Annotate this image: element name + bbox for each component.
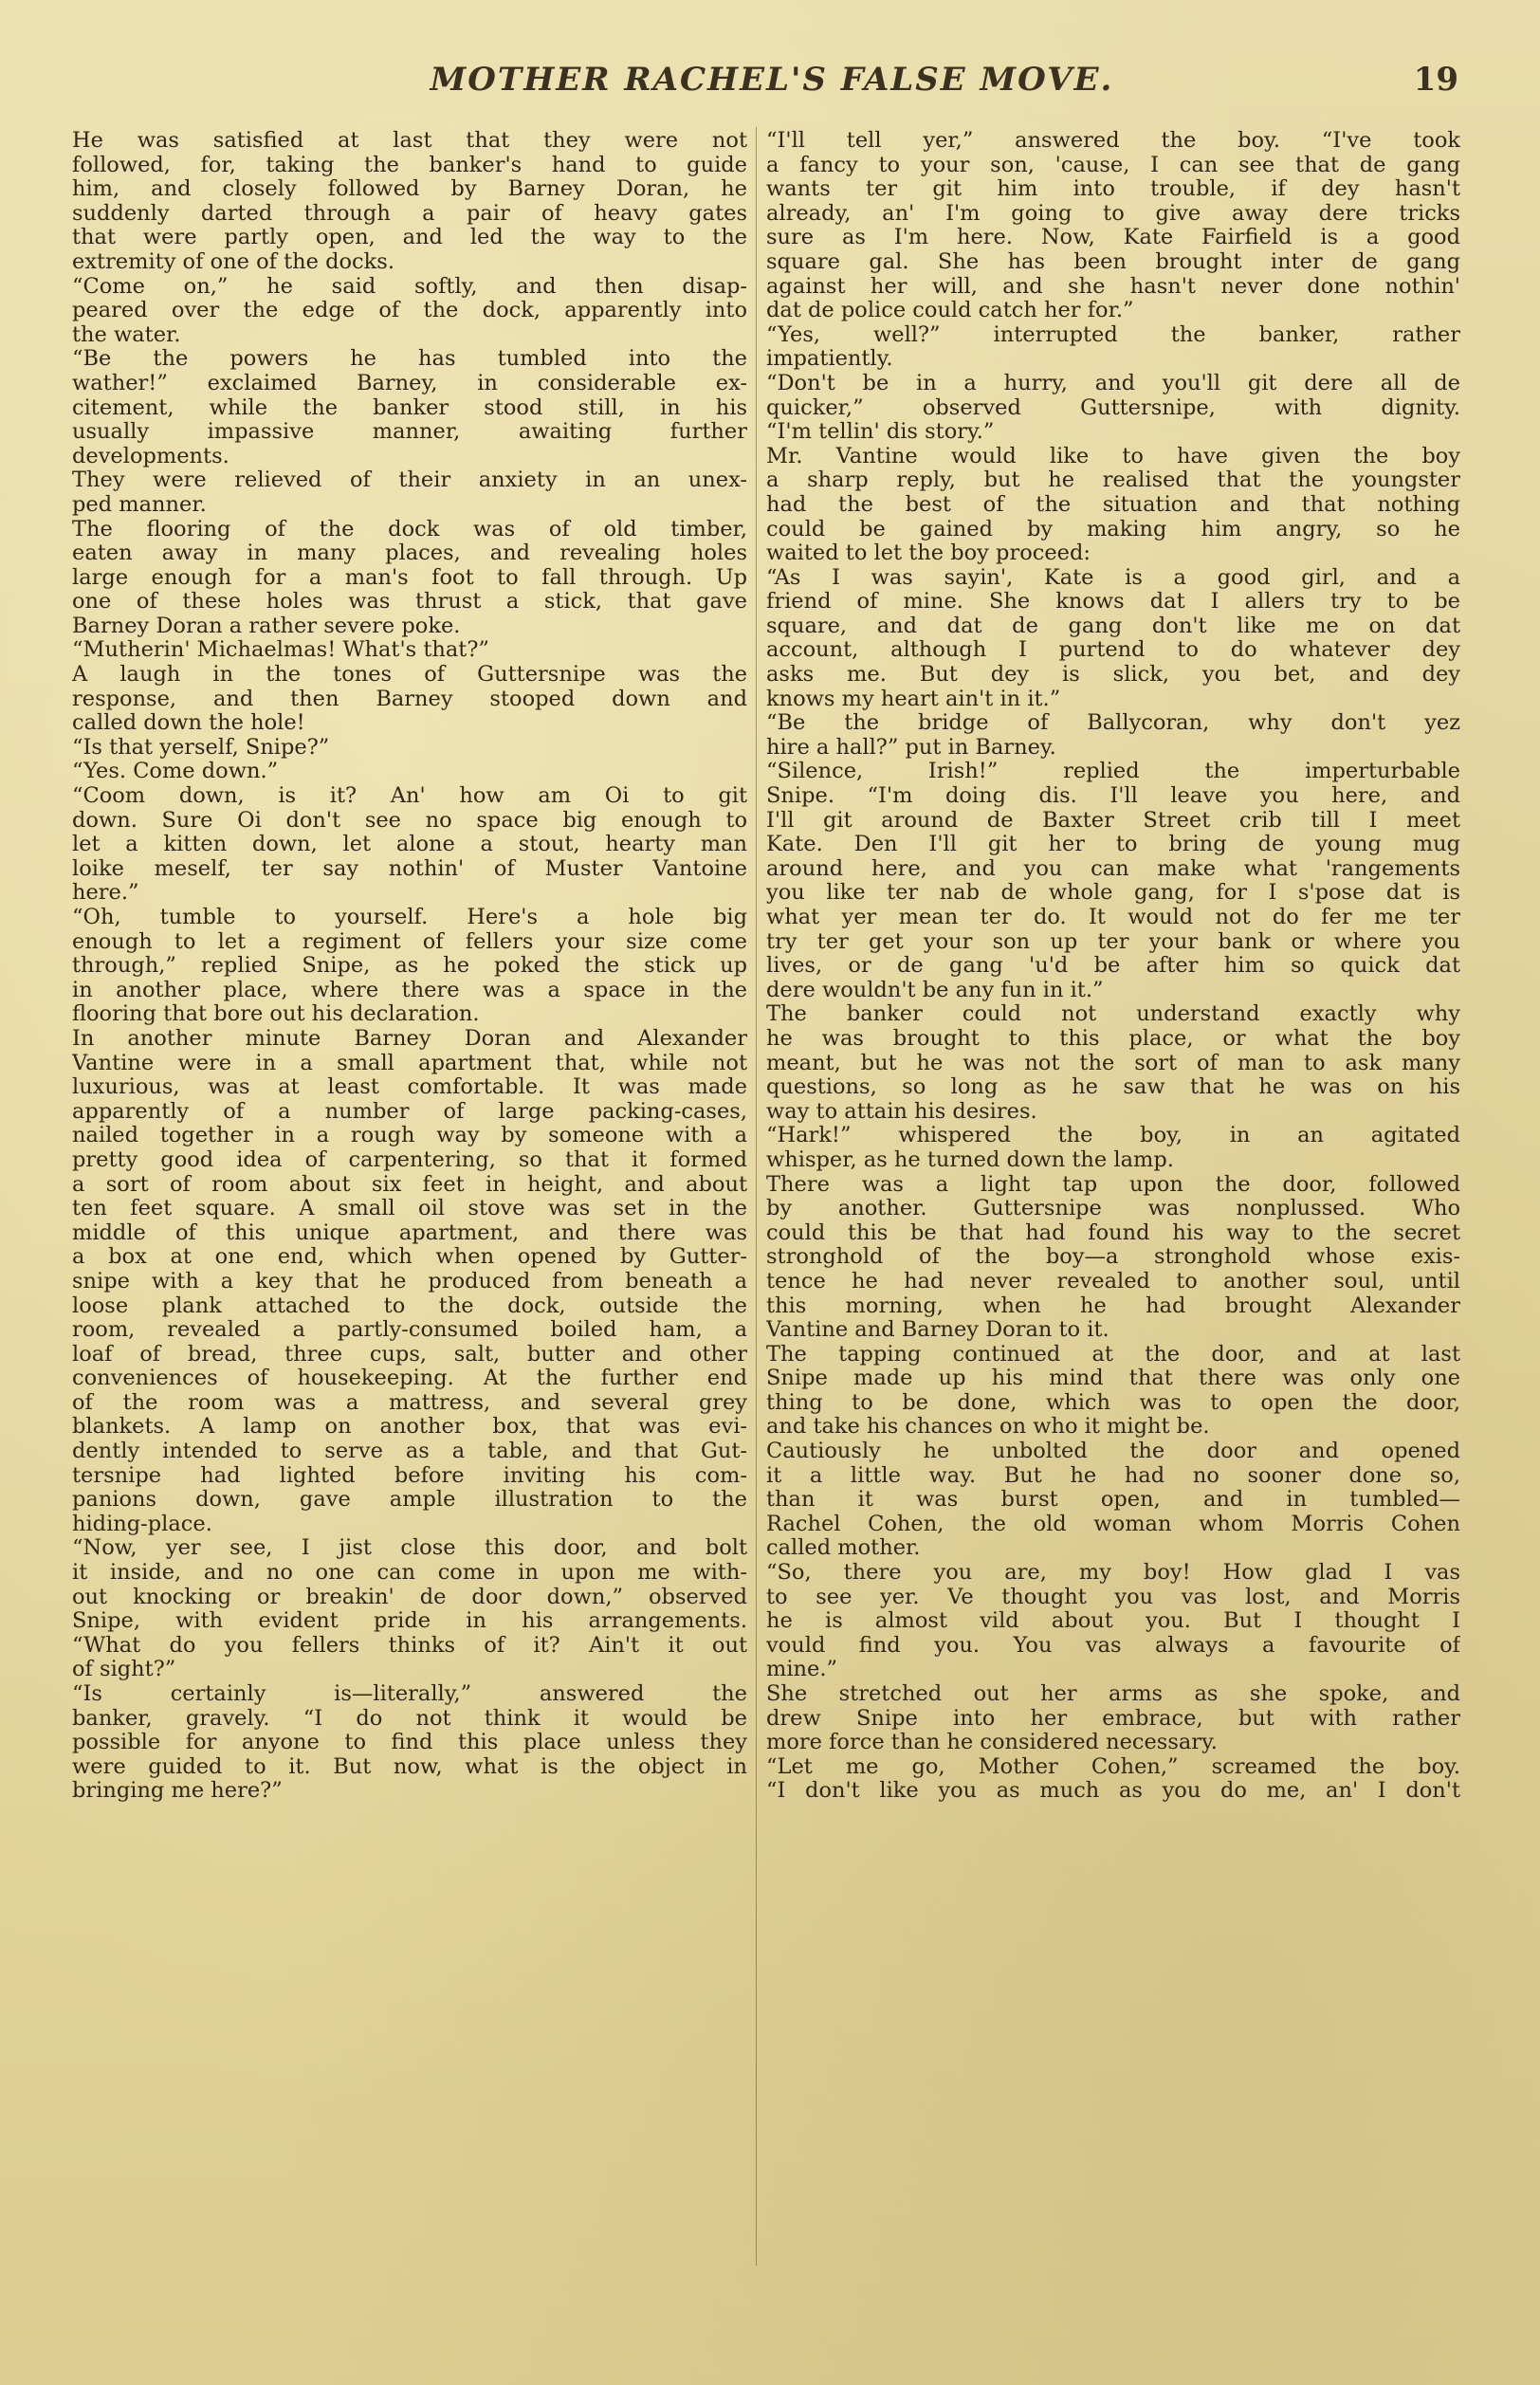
text-line: There was a light tap upon the door, followed <box>766 1172 1460 1197</box>
running-title: MOTHER RACHEL'S FALSE MOVE. <box>430 61 1114 99</box>
text-line: The banker could not understand exactly why <box>766 1002 1460 1027</box>
text-line: loose plank attached to the dock, outside the <box>72 1293 747 1318</box>
text-line: out knocking or breakin' de door down,” observed <box>72 1585 747 1609</box>
text-line: response, and then Barney stooped down and <box>72 687 747 711</box>
text-line: friend of mine. She knows dat I allers try to be <box>766 590 1460 615</box>
text-line: Cautiously he unbolted the door and opened <box>766 1440 1460 1464</box>
text-line: dently intended to serve as a table, and that Gut- <box>72 1440 747 1464</box>
text-line: of the room was a mattress, and several grey <box>72 1390 747 1415</box>
text-line: and take his chances on who it might be. <box>766 1415 1210 1440</box>
text-line: “I don't like you as much as you do me, an' I don't <box>766 1779 1460 1804</box>
text-line: hire a hall?” put in Barney. <box>766 735 1056 760</box>
text-line: it a little way. But he had no sooner done so, <box>766 1463 1460 1488</box>
text-line: suddenly darted through a pair of heavy gates <box>72 201 747 226</box>
text-line: whisper, as he turned down the lamp. <box>766 1147 1174 1172</box>
text-line: down. Sure Oi don't see no space big enough to <box>72 808 747 833</box>
text-line: ten feet square. A small oil stove was set in the <box>72 1197 747 1221</box>
text-line: waited to let the boy proceed: <box>766 541 1091 566</box>
text-line: eaten away in many places, and revealing holes <box>72 541 747 566</box>
text-line: “Is certainly is—literally,” answered the <box>72 1682 747 1706</box>
text-line: conveniences of housekeeping. At the further end <box>72 1367 747 1391</box>
text-line: more force than he considered necessary. <box>766 1731 1218 1755</box>
page-header <box>85 61 1458 110</box>
text-line: thing to be done, which was to open the door, <box>766 1390 1460 1415</box>
text-line: already, an' I'm going to give away dere tricks <box>766 201 1460 226</box>
text-line: “Be the bridge of Ballycoran, why don't yez <box>766 711 1460 736</box>
text-line: way to attain his desires. <box>766 1099 1037 1124</box>
text-line: meant, but he was not the sort of man to ask many <box>766 1051 1460 1075</box>
text-line: “Yes. Come down.” <box>72 760 279 784</box>
text-line: tersnipe had lighted before inviting his com- <box>72 1463 747 1488</box>
text-line: Vantine were in a small apartment that, while not <box>72 1051 747 1075</box>
text-line: called down the hole! <box>72 711 305 736</box>
text-line: “Come on,” he said softly, and then disap- <box>72 274 747 299</box>
text-line: tence he had never revealed to another soul, until <box>766 1269 1460 1293</box>
text-line: drew Snipe into her embrace, but with rather <box>766 1706 1460 1731</box>
text-line: panions down, gave ample illustration to the <box>72 1488 747 1513</box>
text-line: had the best of the situation and that nothing <box>766 492 1460 517</box>
text-line: a sharp reply, but he realised that the youngster <box>766 468 1460 493</box>
text-line: ped manner. <box>72 492 207 517</box>
text-line: banker, gravely. “I do not think it would be <box>72 1706 747 1731</box>
text-line: large enough for a man's foot to fall through. Up <box>72 565 747 590</box>
text-line: Barney Doran a rather severe poke. <box>72 614 461 638</box>
text-line: this morning, when he had brought Alexander <box>766 1293 1460 1318</box>
text-line: square, and dat de gang don't like me on dat <box>766 614 1460 638</box>
text-line: loike meself, ter say nothin' of Muster Vantoine <box>72 856 747 881</box>
text-line: account, although I purtend to do whatever dey <box>766 638 1460 663</box>
text-line: let a kitten down, let alone a stout, hearty man <box>72 833 747 857</box>
text-line: middle of this unique apartment, and there was <box>72 1220 747 1245</box>
text-line: They were relieved of their anxiety in an unex- <box>72 468 747 493</box>
text-line: nailed together in a rough way by someone with a <box>72 1124 747 1148</box>
text-line: “Let me go, Mother Cohen,” screamed the boy. <box>766 1754 1460 1779</box>
text-line: “Now, yer see, I jist close this door, and bolt <box>72 1536 747 1561</box>
text-line: that were partly open, and led the way to the <box>72 226 747 250</box>
text-line: bringing me here?” <box>72 1779 283 1804</box>
text-line: sure as I'm here. Now, Kate Fairfield is a good <box>766 226 1460 250</box>
text-line: snipe with a key that he produced from beneath a <box>72 1269 747 1293</box>
text-line: knows my heart ain't in it.” <box>766 687 1061 711</box>
text-line: “Oh, tumble to yourself. Here's a hole big <box>72 906 747 929</box>
text-line: loaf of bread, three cups, salt, butter and other <box>72 1342 747 1367</box>
left-column <box>72 129 747 2263</box>
text-line: dat de police could catch her for.” <box>766 299 1134 323</box>
text-line: “Don't be in a hurry, and you'll git dere all de <box>766 371 1460 395</box>
text-line: what yer mean ter do. It would not do fer me ter <box>766 906 1460 929</box>
text-line: “Coom down, is it? An' how am Oi to git <box>72 784 747 809</box>
text-line: A laugh in the tones of Guttersnipe was the <box>72 663 747 688</box>
text-line: stronghold of the boy—a stronghold whose exis- <box>766 1245 1460 1270</box>
text-line: The flooring of the dock was of old timber, <box>72 517 747 541</box>
text-line: Snipe. “I'm doing dis. I'll leave you here, and <box>766 784 1460 809</box>
text-line: “Mutherin' Michaelmas! What's that?” <box>72 638 489 663</box>
text-line: through,” replied Snipe, as he poked the stick up <box>72 954 747 979</box>
text-line: In another minute Barney Doran and Alexander <box>72 1026 747 1051</box>
text-line: “What do you fellers thinks of it? Ain't it out <box>72 1633 747 1658</box>
text-line: extremity of one of the docks. <box>72 249 394 274</box>
text-line: “So, there you are, my boy! How glad I vas <box>766 1561 1460 1586</box>
text-line: against her will, and she hasn't never done nothin' <box>766 274 1460 299</box>
text-line: he is almost vild about you. But I thought I <box>766 1609 1460 1634</box>
text-line: a fancy to your son, 'cause, I can see that de gang <box>766 153 1460 177</box>
text-line: square gal. She has been brought inter de gang <box>766 249 1460 274</box>
text-line: wather!” exclaimed Barney, in considerable ex- <box>72 371 747 395</box>
text-line: The tapping continued at the door, and at last <box>766 1342 1460 1367</box>
text-line: by another. Guttersnipe was nonplussed. Who <box>766 1197 1460 1221</box>
text-line: room, revealed a partly-consumed boiled ham, a <box>72 1318 747 1343</box>
text-line: He was satisfied at last that they were not <box>72 129 747 153</box>
text-line: luxurious, was at least comfortable. It was made <box>72 1075 747 1100</box>
text-line: questions, so long as he saw that he was on his <box>766 1075 1460 1100</box>
text-line: of sight?” <box>72 1658 176 1682</box>
text-line: followed, for, taking the banker's hand to guide <box>72 153 747 177</box>
text-line: “Be the powers he has tumbled into the <box>72 347 747 372</box>
text-line: Snipe made up his mind that there was only one <box>766 1367 1460 1391</box>
text-line: could be gained by making him angry, so he <box>766 517 1460 541</box>
text-line: could this be that had found his way to the secret <box>766 1220 1460 1245</box>
text-line: wants ter git him into trouble, if dey hasn't <box>766 177 1460 202</box>
text-line: “As I was sayin', Kate is a good girl, and a <box>766 565 1460 590</box>
text-line: around here, and you can make what 'rangements <box>766 856 1460 881</box>
text-line: Vantine and Barney Doran to it. <box>766 1318 1109 1343</box>
text-line: “Hark!” whispered the boy, in an agitated <box>766 1124 1460 1148</box>
text-line: “I'll tell yer,” answered the boy. “I've took <box>766 129 1460 153</box>
text-line: She stretched out her arms as she spoke, and <box>766 1682 1460 1706</box>
text-line: citement, while the banker stood still, in his <box>72 395 747 420</box>
text-line: “I'm tellin' dis story.” <box>766 420 995 445</box>
text-line: usually impassive manner, awaiting further <box>72 420 747 445</box>
text-line: flooring that bore out his declaration. <box>72 1002 480 1027</box>
text-line: enough to let a regiment of fellers your size come <box>72 929 747 954</box>
text-line: impatiently. <box>766 347 893 372</box>
text-line: a sort of room about six feet in height, and about <box>72 1172 747 1197</box>
text-line: vould find you. You vas always a favourite of <box>766 1633 1460 1658</box>
text-line: than it was burst open, and in tumbled— <box>766 1488 1460 1513</box>
text-line: here.” <box>72 881 139 906</box>
text-line: mine.” <box>766 1658 837 1682</box>
text-line: developments. <box>72 444 229 468</box>
text-line: a box at one end, which when opened by Gutter- <box>72 1245 747 1270</box>
text-line: in another place, where there was a space in the <box>72 978 747 1002</box>
text-line: him, and closely followed by Barney Doran, he <box>72 177 747 202</box>
text-line: called mother. <box>766 1536 921 1561</box>
page-number: 19 <box>1413 61 1458 99</box>
text-line: Kate. Den I'll git her to bring de young mug <box>766 833 1460 857</box>
text-line: asks me. But dey is slick, you bet, and dey <box>766 663 1460 688</box>
text-line: quicker,” observed Guttersnipe, with dignity. <box>766 395 1460 420</box>
text-line: blankets. A lamp on another box, that was evi- <box>72 1415 747 1440</box>
text-line: were guided to it. But now, what is the object in <box>72 1754 747 1779</box>
text-line: to see yer. Ve thought you vas lost, and Morris <box>766 1585 1460 1609</box>
right-column <box>766 129 1460 2263</box>
text-line: “Is that yerself, Snipe?” <box>72 735 330 760</box>
text-line: one of these holes was thrust a stick, that gave <box>72 590 747 615</box>
text-line: you like ter nab de whole gang, for I s'pose dat is <box>766 881 1460 906</box>
text-line: try ter get your son up ter your bank or where you <box>766 929 1460 954</box>
text-line: the water. <box>72 322 181 347</box>
text-line: it inside, and no one can come in upon me with- <box>72 1561 747 1586</box>
text-line: lives, or de gang 'u'd be after him so quick dat <box>766 954 1460 979</box>
text-line: dere wouldn't be any fun in it.” <box>766 978 1104 1002</box>
text-line: peared over the edge of the dock, apparently into <box>72 299 747 323</box>
text-line: Rachel Cohen, the old woman whom Morris Cohen <box>766 1512 1460 1536</box>
text-line: I'll git around de Baxter Street crib till I meet <box>766 808 1460 833</box>
text-line: pretty good idea of carpentering, so that it formed <box>72 1147 747 1172</box>
text-line: Mr. Vantine would like to have given the boy <box>766 444 1460 468</box>
text-line: “Silence, Irish!” replied the imperturbable <box>766 760 1460 784</box>
text-line: Snipe, with evident pride in his arrangements. <box>72 1609 747 1634</box>
text-line: apparently of a number of large packing-cases, <box>72 1099 747 1124</box>
text-line: hiding-place. <box>72 1512 212 1536</box>
column-divider <box>756 127 757 2266</box>
text-line: he was brought to this place, or what the boy <box>766 1026 1460 1051</box>
text-line: possible for anyone to find this place unless they <box>72 1731 747 1755</box>
text-line: “Yes, well?” interrupted the banker, rather <box>766 322 1460 347</box>
